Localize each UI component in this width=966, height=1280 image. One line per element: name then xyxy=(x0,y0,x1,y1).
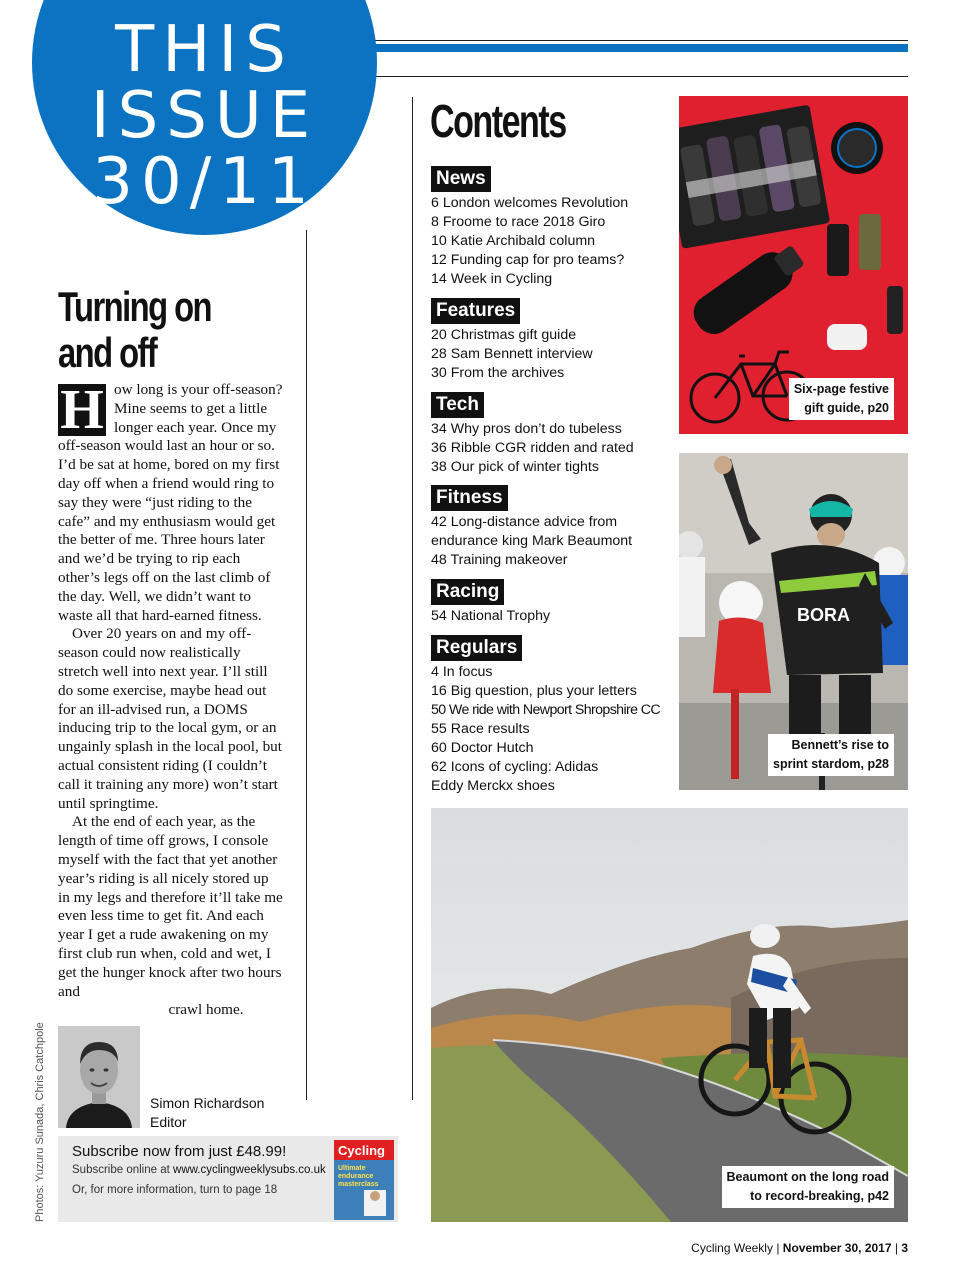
bennett-caption-line-1: Bennett’s rise to xyxy=(791,738,889,752)
editor-name: Simon Richardson xyxy=(150,1095,265,1111)
editorial-title-line-2: and off xyxy=(58,329,157,376)
badge-line-1: THIS xyxy=(115,13,294,87)
contents-item[interactable]: 60 Doctor Hutch xyxy=(431,740,534,756)
section-features xyxy=(431,298,593,383)
contents-item[interactable]: 6 London welcomes Revolution xyxy=(431,195,629,211)
page-folio xyxy=(691,1241,908,1255)
contents-item[interactable]: 34 Why pros don’t do tubeless xyxy=(431,421,622,437)
top-rule-thin xyxy=(360,40,908,41)
editorial-paragraph-1 xyxy=(58,381,284,625)
contents-item[interactable]: 4 In focus xyxy=(431,664,493,680)
contents-item[interactable]: 16 Big question, plus your letters xyxy=(431,683,637,699)
contents-item[interactable]: 48 Training makeover xyxy=(431,552,568,568)
folio-page-number: 3 xyxy=(901,1241,908,1255)
contents-item[interactable]: 55 Race results xyxy=(431,721,530,737)
top-rule-thin-lower xyxy=(375,76,908,77)
subscribe-more-info: Or, for more information, turn to page 18 xyxy=(72,1184,278,1196)
contents-item[interactable]: 38 Our pick of winter tights xyxy=(431,459,599,475)
cover-line-3: masterclass xyxy=(338,1181,379,1188)
contents-item[interactable]: 54 National Trophy xyxy=(431,608,551,624)
editorial-title-line-1: Turning on xyxy=(58,283,212,330)
magazine-cover-thumbnail xyxy=(334,1140,394,1220)
subscribe-online-prefix: Subscribe online at xyxy=(72,1164,174,1176)
contents-item[interactable]: 30 From the archives xyxy=(431,365,565,381)
contents-item[interactable]: 14 Week in Cycling xyxy=(431,271,553,287)
this-issue-badge xyxy=(32,0,377,235)
drop-cap: H xyxy=(58,384,106,436)
editorial-title xyxy=(58,284,245,376)
photo-credit: Photos: Yuzuru Sunada, Chris Catchpole xyxy=(34,1022,46,1222)
beaumont-caption xyxy=(722,1166,895,1208)
editorial-paragraph-end: crawl home. xyxy=(168,1001,244,1019)
beaumont-caption-line-2: to record-breaking, p42 xyxy=(750,1189,889,1203)
contents-item[interactable]: 28 Sam Bennett interview xyxy=(431,346,593,362)
gift-guide-photo[interactable] xyxy=(679,96,908,434)
editor-portrait xyxy=(58,1026,140,1128)
column-divider-left xyxy=(306,230,307,1100)
editorial-paragraph-1-text: ow long is your off-season? Mine seems to get a little longer each year. Once my off-season would last an hour or so. I’d be sat at home, bored on my first day off when a friend would ring to say they were “just riding to the cafe” and my enthusiasm would get the better of me. Three hours later and we’d be trying to rip each other’s legs off on the last climb of the day. Well, we didn’t want to waste all that hard-earned fitness. xyxy=(58,381,283,624)
beaumont-caption-line-1: Beaumont on the long road xyxy=(726,1170,889,1184)
gift-caption-line-2: gift guide, p20 xyxy=(804,401,889,415)
section-racing xyxy=(431,579,550,626)
editorial-paragraph-3: At the end of each year, as the length of time off grows, I console myself with the fact that yet another year’s riding is all nicely stored up in my legs and therefore it’ll take me even less time to get fit. And each year I get a rude awakening on my first club run when, cold and wet, I get the hunger knock after two hours and xyxy=(58,813,283,1000)
section-fitness xyxy=(431,485,632,570)
contents-item[interactable]: 62 Icons of cycling: Adidas xyxy=(431,759,599,775)
contents-item[interactable]: 42 Long-distance advice from xyxy=(431,514,618,530)
contents-item[interactable]: 8 Froome to race 2018 Giro xyxy=(431,214,606,230)
contents-item[interactable]: 20 Christmas gift guide xyxy=(431,327,577,343)
column-divider-middle xyxy=(412,97,413,1100)
cover-masthead: Cycling xyxy=(338,1143,385,1158)
section-label-regulars: Regulars xyxy=(431,635,522,661)
section-label-news: News xyxy=(431,166,491,192)
folio-divider: | xyxy=(894,1241,902,1255)
section-label-racing: Racing xyxy=(431,579,504,605)
subscribe-box[interactable] xyxy=(58,1136,398,1222)
folio-publication: Cycling Weekly xyxy=(691,1241,773,1255)
contents-item[interactable]: Eddy Merckx shoes xyxy=(431,778,555,794)
contents-item[interactable]: 10 Katie Archibald column xyxy=(431,233,596,249)
section-label-features: Features xyxy=(431,298,520,324)
subscribe-url-link[interactable]: www.cyclingweeklysubs.co.uk xyxy=(173,1164,326,1176)
editorial-paragraph-2: Over 20 years on and my off-season could now realistically stretch well into next year. I’ll still do some exercise, maybe head out for an ill-advised run, a DOMS inducing trip to the local gym, or an ungainly splash in the local pool, but actual consistent riding (I couldn’t call it training any more) won’t start until springtime. xyxy=(58,625,282,812)
contents-item[interactable]: 36 Ribble CGR ridden and rated xyxy=(431,440,634,456)
folio-date: November 30, 2017 xyxy=(782,1241,892,1255)
section-label-fitness: Fitness xyxy=(431,485,508,511)
subscribe-online xyxy=(72,1164,326,1176)
folio-divider: | xyxy=(776,1241,783,1255)
bennett-caption xyxy=(768,734,894,776)
contents-title: Contents xyxy=(430,95,566,147)
section-news xyxy=(431,166,628,289)
section-regulars xyxy=(431,635,660,796)
gift-caption-line-1: Six-page festive xyxy=(793,382,889,396)
cover-line-2: endurance xyxy=(338,1173,374,1180)
badge-issue-date: 30/11 xyxy=(92,145,317,219)
bennett-caption-line-2: sprint stardom, p28 xyxy=(773,757,889,771)
editor-role: Editor xyxy=(150,1114,187,1130)
contents-item[interactable]: 12 Funding cap for pro teams? xyxy=(431,252,625,268)
gift-guide-caption xyxy=(789,378,894,420)
badge-line-2: ISSUE xyxy=(90,79,319,153)
editor-signature xyxy=(150,1094,264,1132)
cover-line-1: Ultimate xyxy=(338,1165,366,1172)
contents-item[interactable]: 50 We ride with Newport Shropshire CC xyxy=(431,702,661,718)
beaumont-road-photo[interactable] xyxy=(431,808,908,1222)
bennett-sprint-photo[interactable] xyxy=(679,453,908,790)
editorial-body xyxy=(58,381,284,1020)
section-tech xyxy=(431,392,634,477)
subscribe-headline: Subscribe now from just £48.99! xyxy=(72,1143,287,1160)
section-label-tech: Tech xyxy=(431,392,484,418)
jersey-text: BORA xyxy=(797,605,850,625)
contents-item[interactable]: endurance king Mark Beaumont xyxy=(431,533,633,549)
top-rule-blue xyxy=(360,44,908,52)
